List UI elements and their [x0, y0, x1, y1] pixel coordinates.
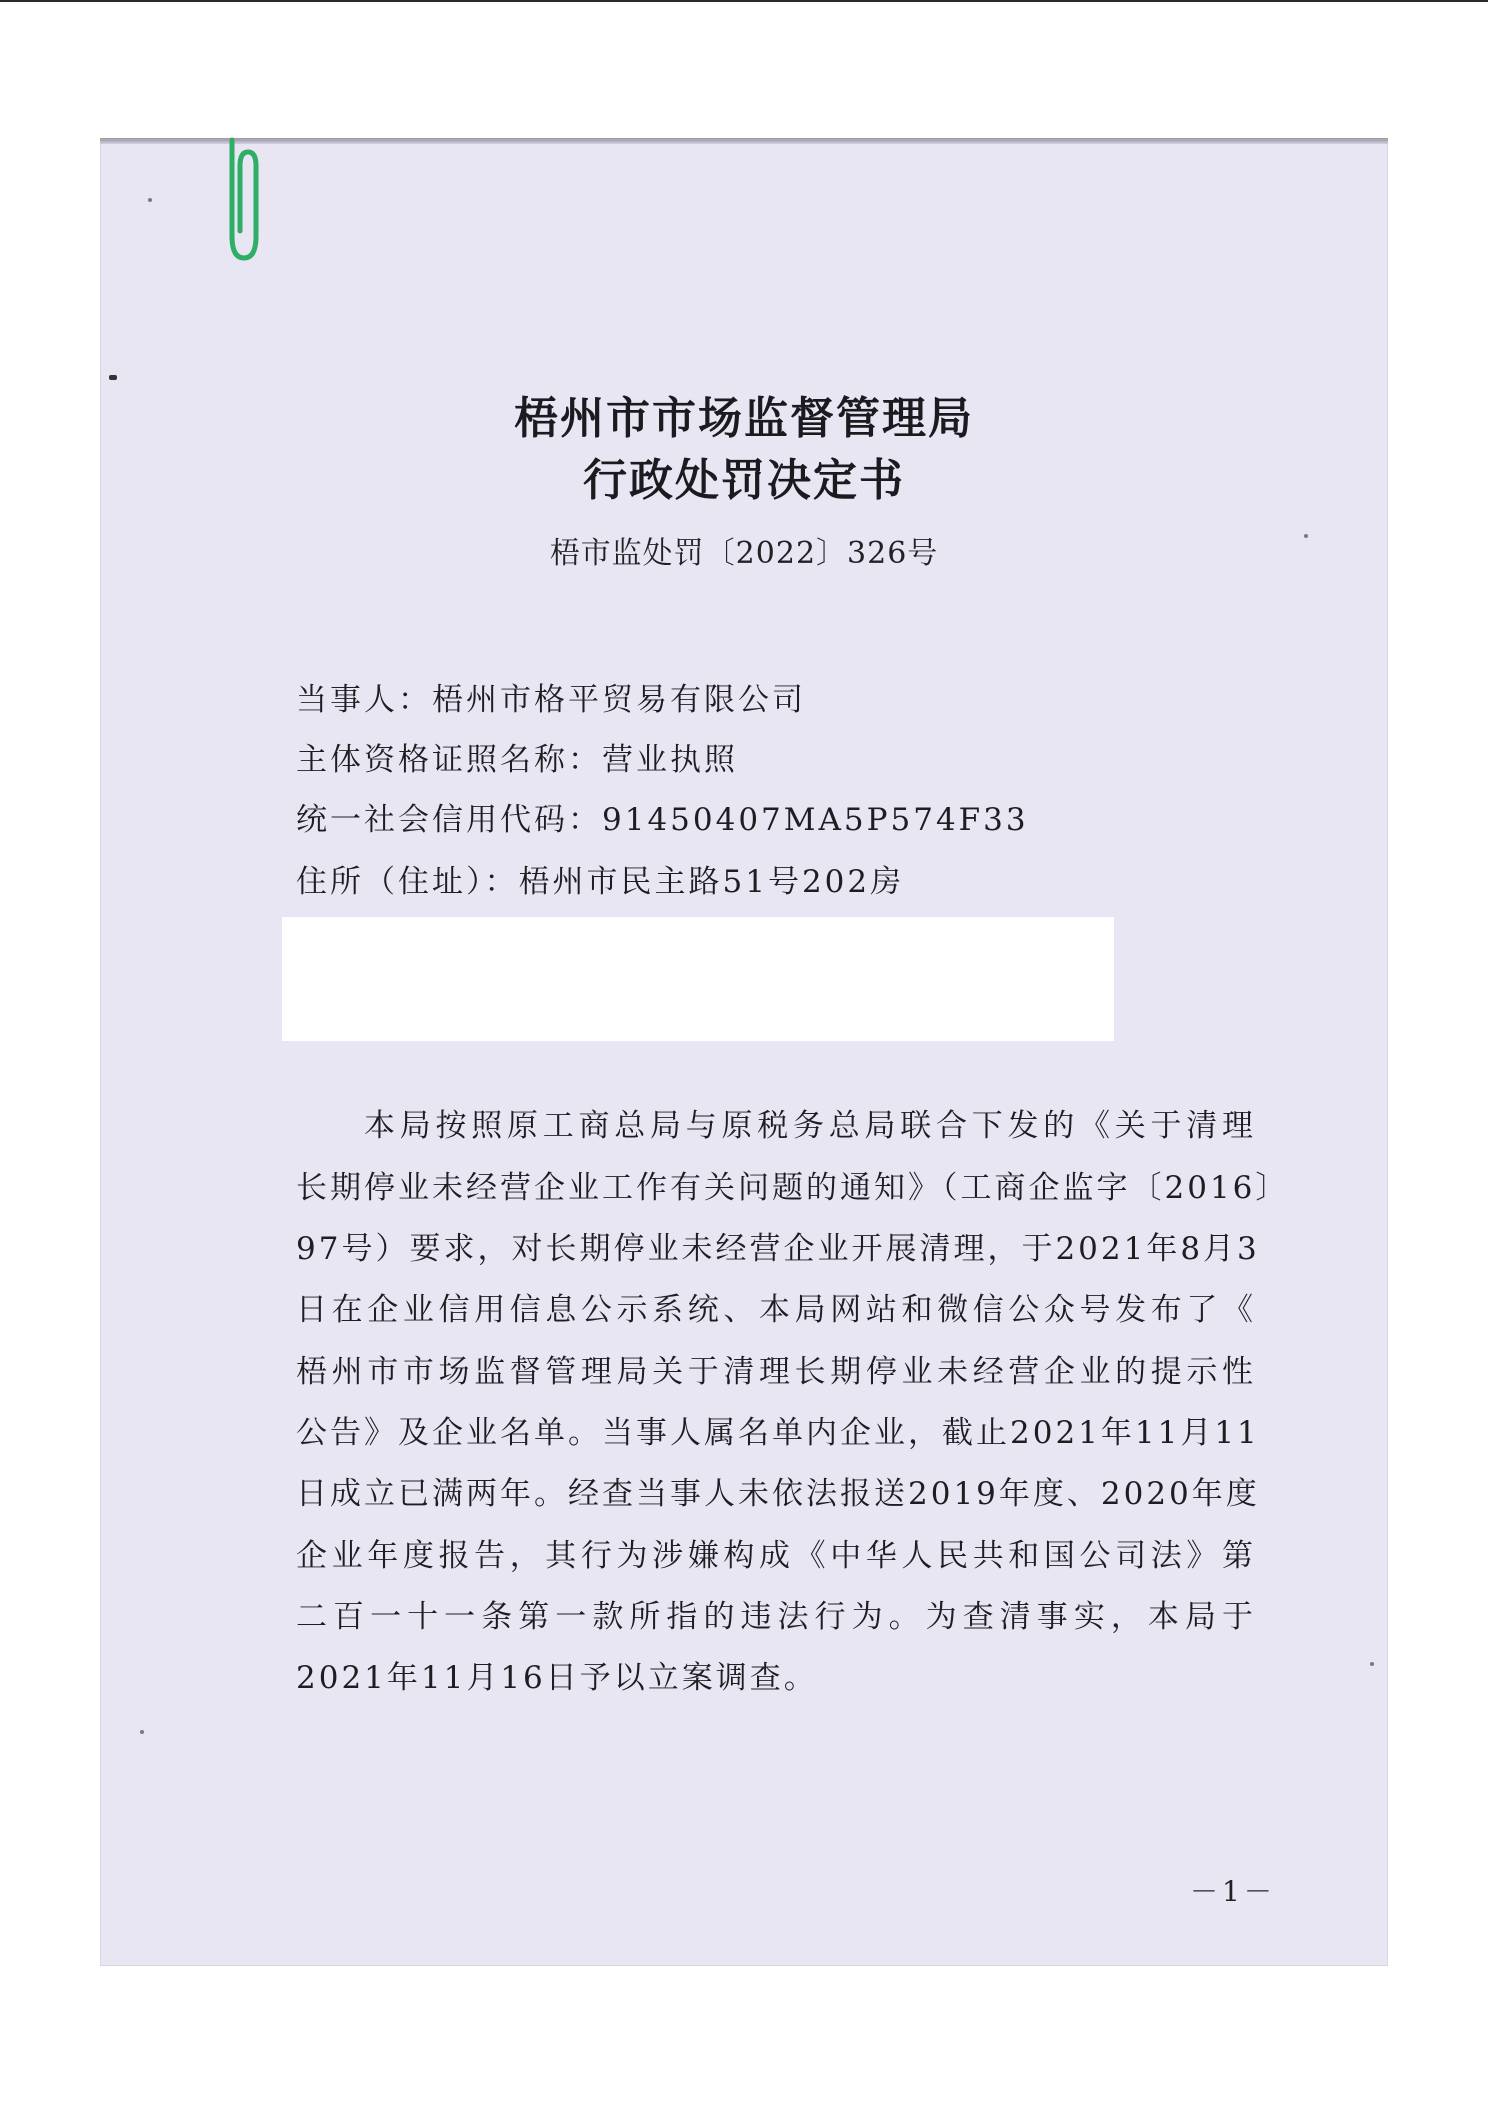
- body-paragraph-line: 长期停业未经营企业工作有关问题的通知》（工商企监字〔2016〕: [296, 1170, 1290, 1206]
- document-title: 梧州市市场监督管理局: [514, 393, 974, 444]
- body-paragraph-line: 二百一十一条第一款所指的违法行为。为查清事实，本局于: [296, 1599, 1256, 1635]
- document-subtitle: 行政处罚决定书: [583, 455, 905, 506]
- body-paragraph-line: 公告》及企业名单。当事人属名单内企业，截止2021年11月11: [296, 1415, 1260, 1451]
- body-paragraph-line: 日在企业信用信息公示系统、本局网站和微信公众号发布了《: [296, 1292, 1256, 1328]
- body-paragraph-line: 梧州市市场监督管理局关于清理长期停业未经营企业的提示性: [296, 1354, 1256, 1390]
- scan-mark: [109, 375, 117, 380]
- body-paragraph-line: 本局按照原工商总局与原税务总局联合下发的《关于清理: [364, 1108, 1256, 1144]
- body-paragraph-line: 日成立已满两年。经查当事人未依法报送2019年度、2020年度: [296, 1476, 1260, 1512]
- redacted-block: [282, 917, 1114, 1041]
- document-number: 梧市监处罚〔2022〕326号: [549, 536, 939, 571]
- scan-edge: [0, 0, 1488, 2]
- body-paragraph-line: 企业年度报告，其行为涉嫌构成《中华人民共和国公司法》第: [296, 1538, 1256, 1574]
- license-type: 主体资格证照名称：营业执照: [296, 742, 738, 778]
- body-paragraph-line: 97号）要求，对长期停业未经营企业开展清理，于2021年8月3: [296, 1231, 1260, 1267]
- paperclip-icon: [218, 136, 266, 266]
- address: 住所（住址）：梧州市民主路51号202房: [296, 864, 905, 900]
- scan-speck: [148, 198, 152, 202]
- body-paragraph-line: 2021年11月16日予以立案调查。: [296, 1660, 818, 1696]
- credit-code: 统一社会信用代码：91450407MA5P574F33: [296, 802, 1029, 838]
- scan-speck: [1370, 1662, 1374, 1666]
- page-number: －1－: [1190, 1875, 1276, 1908]
- scan-speck: [140, 1730, 144, 1734]
- party-name: 当事人：梧州市格平贸易有限公司: [296, 682, 806, 718]
- page-top-shadow: [100, 138, 1388, 144]
